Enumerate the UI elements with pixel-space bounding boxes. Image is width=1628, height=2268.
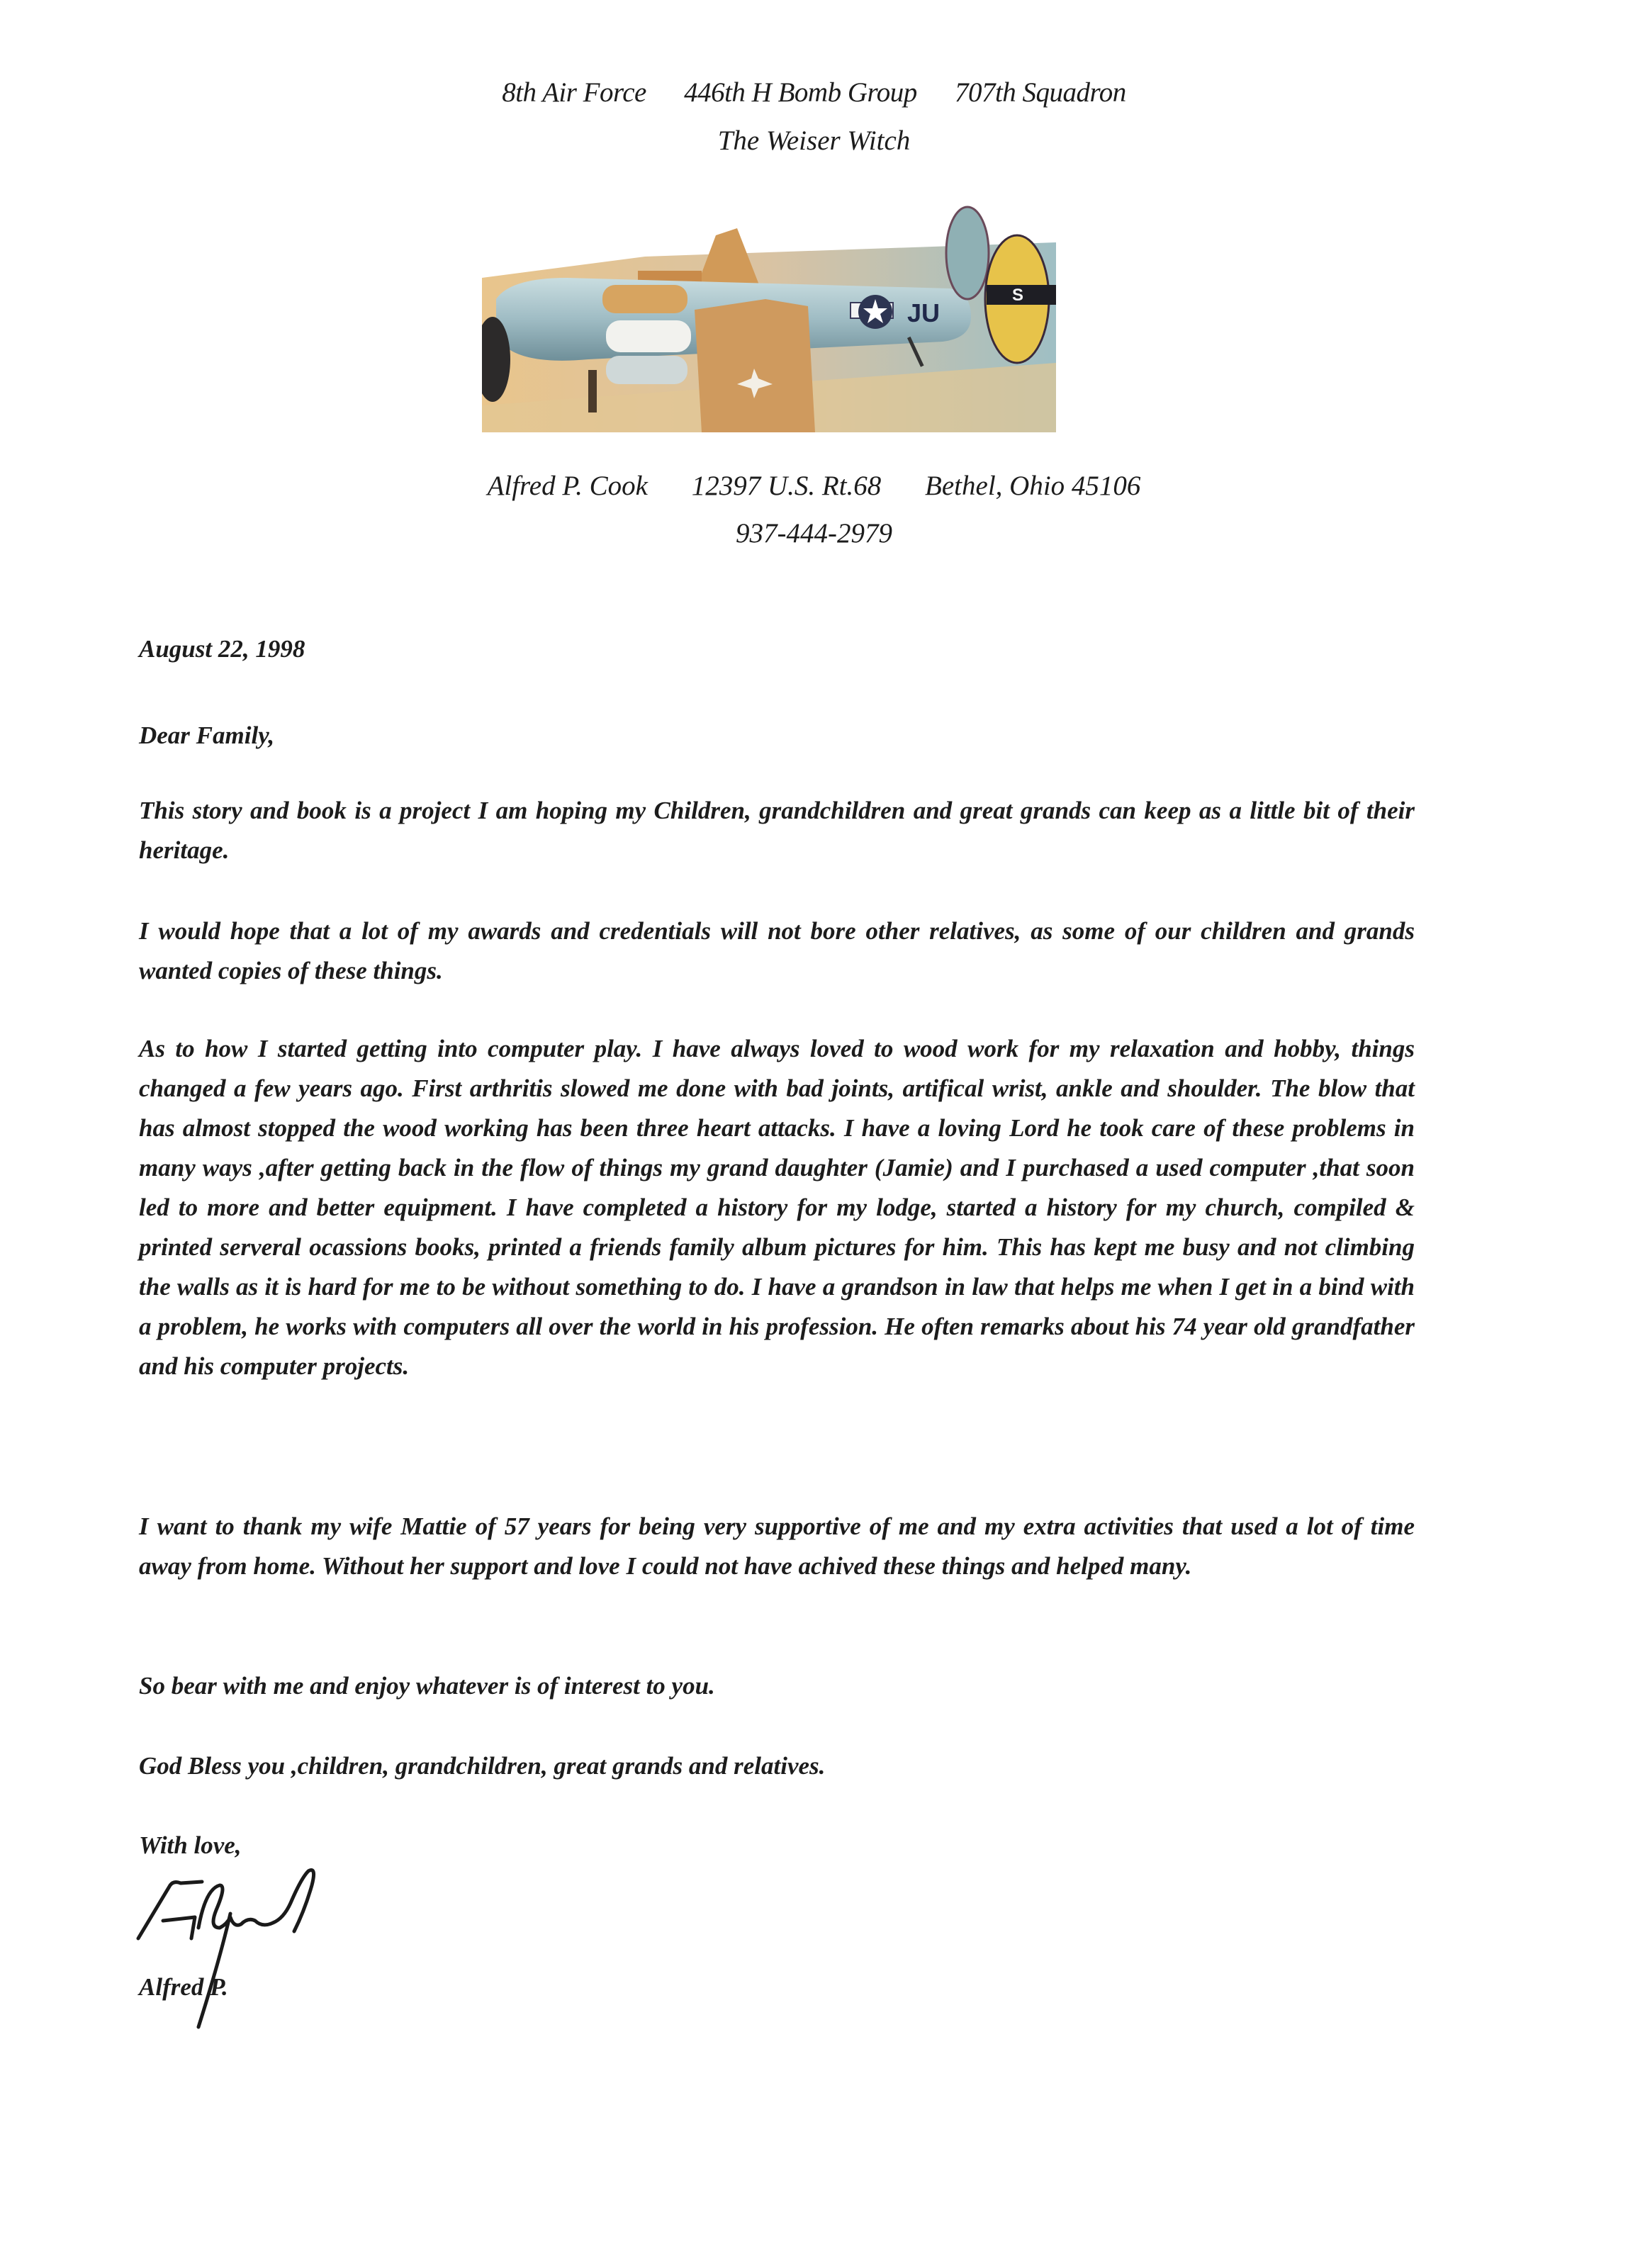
paragraph-thanks-wife: I want to thank my wife Mattie of 57 years for being very supportive of me and my extra activities that used a lot of time away from home. Without her support and love I could not have achived these things and helped many. — [139, 1512, 1415, 1580]
aircraft-name: The Weiser Witch — [717, 125, 911, 156]
closing: With love, — [139, 1831, 242, 1859]
b24-bomber-illustration — [482, 193, 1056, 432]
paragraph-blessing: God Bless you ,children, grandchildren, great grands and relatives. — [139, 1752, 826, 1780]
paragraph-awards: I would hope that a lot of my awards and credentials will not bore other relatives, as some of our children and grands wanted copies of these things. — [139, 917, 1415, 984]
sender-phone: 937-444-2979 — [736, 518, 892, 549]
salutation: Dear Family, — [139, 722, 275, 749]
sender-street: 12397 U.S. Rt.68 — [691, 471, 882, 501]
sender-city: Bethel, Ohio 45106 — [925, 471, 1141, 501]
tail-fin-rear — [946, 207, 989, 299]
unit-squadron: 707th Squadron — [954, 77, 1126, 108]
aircraft-photo — [482, 193, 1056, 432]
letterhead-address-line — [0, 470, 1628, 502]
paragraph-heritage: This story and book is a project I am hoping my Children, grandchildren and great grands can keep as a little bit of their heritage. — [139, 797, 1415, 864]
letterhead-unit-line — [0, 77, 1628, 108]
letter-date: August 22, 1998 — [139, 635, 305, 663]
paragraph-bear-with-me: So bear with me and enjoy whatever is of interest to you. — [139, 1672, 715, 1700]
fuselage-code: JU — [907, 298, 941, 327]
unit-bomb-group: 446th H Bomb Group — [684, 77, 917, 108]
sender-name: Alfred P. Cook — [487, 471, 648, 501]
paragraph-computer-story: As to how I started getting into computer play. I have always loved to wood work for my relaxation and hobby, things changed a few years ago. First arthritis slowed me done with bad joints, artifical wrist, ankle and shoulder. The blow that has almost stopped the wood working has been three heart attacks. I have a loving Lord he took care of these problems in many ways ,after getting back in the flow of things my grand daughter (Jamie) and I purchased a used computer ,that soon led to more and better equipment. I have completed a history for my lodge, started a history for my church, compiled & printed serveral ocassions books, printed a friends family album pictures for him. This has kept me busy and not climbing the walls as it is hard for me to be without something to do. I have a grandson in law that helps me when I get in a bind with a problem, he works with computers all over the world in his profession. He often remarks about his 74 year old grandfather and his computer projects. — [139, 1035, 1415, 1380]
wing — [695, 299, 815, 432]
tail-letter: S — [1012, 286, 1024, 305]
signed-name: Alfred P. — [139, 1973, 228, 2001]
unit-air-force: 8th Air Force — [502, 77, 646, 108]
